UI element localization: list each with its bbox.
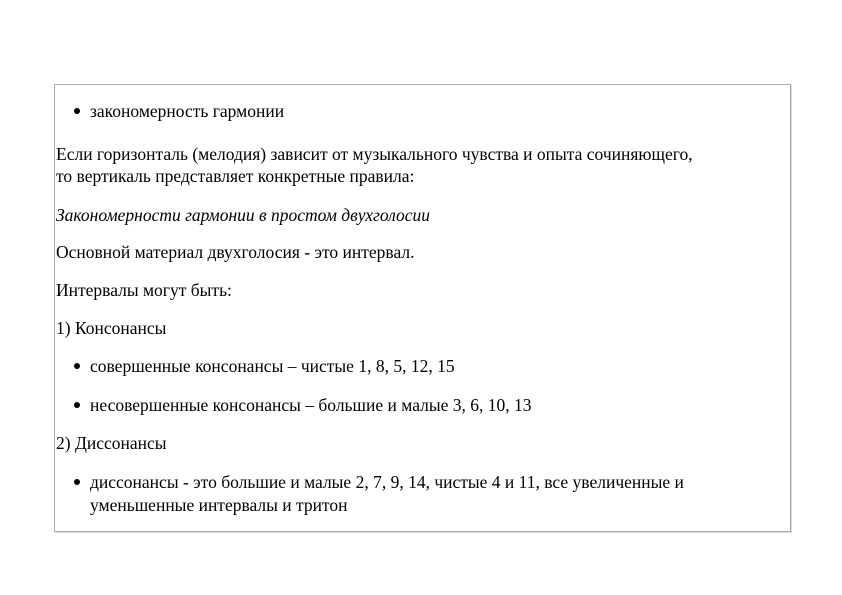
- list-item: несовершенные консонансы – большие и малые 3, 6, 10, 13: [90, 395, 532, 415]
- paragraph: Основной материал двухголосия - это интервал.: [56, 242, 415, 262]
- bullet-marker: [74, 402, 80, 408]
- list-heading-dissonances: 2) Диссонансы: [56, 433, 167, 453]
- list-item-line: диссонансы - это большие и малые 2, 7, 9, 14, чистые 4 и 11, все увеличенные и: [90, 472, 684, 492]
- bullet-marker: [74, 363, 80, 369]
- list-heading-consonances: 1) Консонансы: [56, 318, 167, 338]
- paragraph: Интервалы могут быть:: [56, 280, 232, 300]
- italic-heading: Закономерности гармонии в простом двухголосии: [56, 205, 431, 225]
- bullet-marker: [74, 479, 80, 485]
- bullet-item-harmony: закономерность гармонии: [90, 101, 285, 121]
- list-item-line: уменьшенные интервалы и тритон: [90, 495, 348, 515]
- list-item: совершенные консонансы – чистые 1, 8, 5, 12, 15: [90, 356, 455, 376]
- paragraph-line: то вертикаль представляет конкретные правила:: [56, 166, 415, 186]
- bullet-marker: [74, 108, 80, 114]
- paragraph-line: Если горизонталь (мелодия) зависит от музыкального чувства и опыта сочиняющего,: [56, 144, 693, 164]
